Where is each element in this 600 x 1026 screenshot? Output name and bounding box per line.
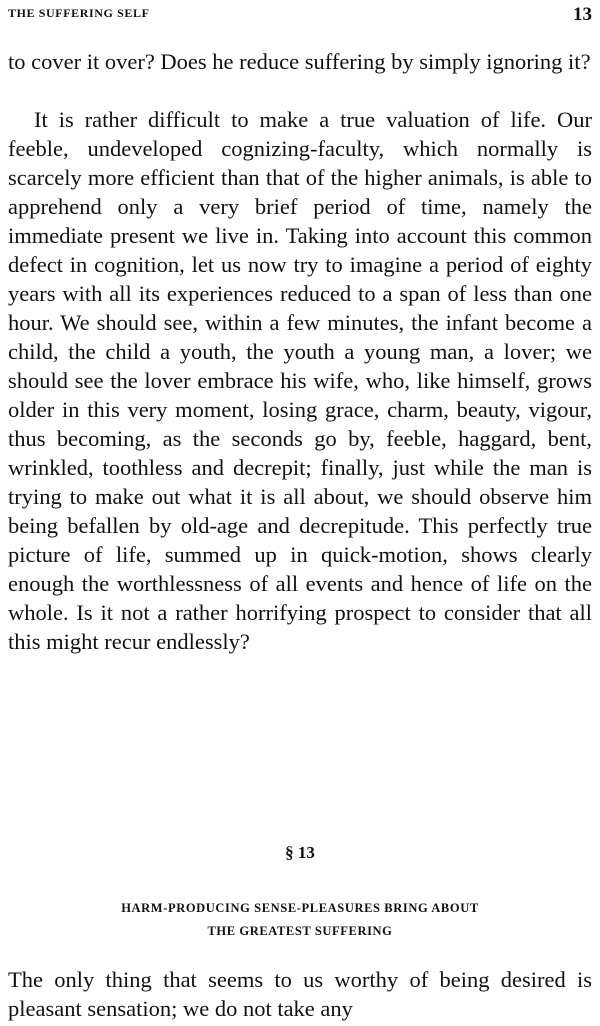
paragraph-continued: to cover it over? Does he reduce suffering by simply ignoring it?	[8, 49, 591, 74]
running-head	[8, 4, 592, 26]
section-heading-line-1: HARM-PRODUCING SENSE-PLEASURES BRING ABOUT	[121, 901, 479, 915]
running-title: THE SUFFERING SELF	[8, 6, 150, 20]
paragraph-life-valuation: It is rather difficult to make a true valuation of life. Our feeble, undeveloped cognizing-faculty, which normally is scarcely more efficient than that of the higher animals, is able to apprehend only a very brief period of time, namely the immediate present we live in. Taking into account this common defect in cognition, let us now try to imagine a period of eighty years with all its experiences reduced to a span of less than one hour. We should see, within a few minutes, the infant become a child, the child a youth, the youth a young man, a lover; we should see the lover embrace his wife, who, like himself, grows older in this very moment, losing grace, charm, beauty, vigour, thus becoming, as the seconds go by, feeble, haggard, bent, wrinkled, toothless and decrepit; finally, just while the man is trying to make out what it is all about, we should observe him being befallen by old-age and decrepitude. This perfectly true picture of life, summed up in quick-motion, shows clearly enough the worthlessness of all events and hence of life on the whole. Is it not a rather horrifying prospect to consider that all this might recur endlessly?	[8, 107, 592, 654]
section-heading	[20, 897, 580, 943]
paragraph-section-opening: The only thing that seems to us worthy of being desired is pleasant sensation; we do not take any	[8, 967, 592, 1021]
page-number: 13	[573, 4, 592, 25]
section-heading-line-2: THE GREATEST SUFFERING	[207, 924, 393, 938]
section-number: § 13	[285, 843, 315, 862]
